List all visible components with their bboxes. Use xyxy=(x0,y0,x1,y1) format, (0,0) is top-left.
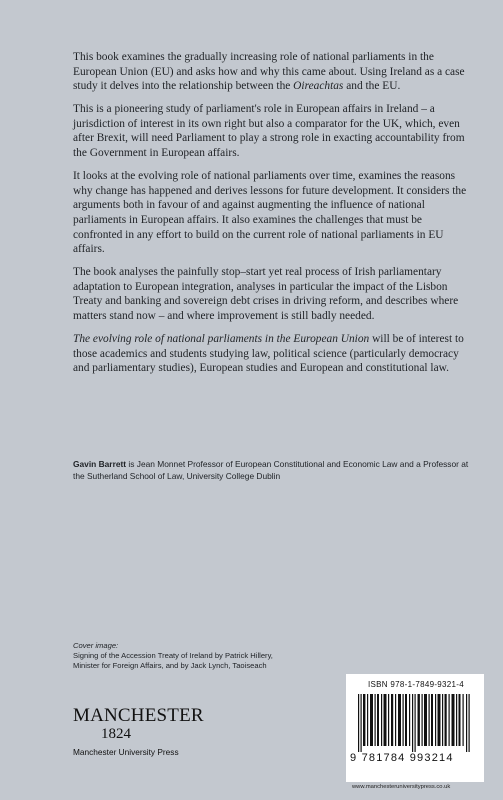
blurb-paragraph-5 xyxy=(73,332,473,376)
author-bio-text: is Jean Monnet Professor of European Constitutional and Economic Law and a Professor at the Sutherland School of Law, University College Dublin xyxy=(73,459,469,481)
author-bio xyxy=(73,458,473,482)
publisher-logo-year: 1824 xyxy=(101,726,131,742)
blurb-p1-end: and the EU. xyxy=(343,80,401,93)
blurb-text xyxy=(73,50,473,384)
cover-image-credit xyxy=(73,641,363,671)
book-title-italic: The evolving role of national parliaments in the European Union xyxy=(73,333,370,346)
barcode-icon xyxy=(358,694,472,752)
publisher-name: Manchester University Press xyxy=(73,747,179,757)
blurb-paragraph-1 xyxy=(73,50,473,94)
blurb-p5-text: will be of interest to those academics and students studying law, political science (particularly democracy and parliamentary studies), European studies and European and constitutional law. xyxy=(73,333,464,375)
blurb-paragraph-3: It looks at the evolving role of national parliaments over time, examines the reasons why change has happened and derives lessons for future development. It considers the arguments both in favour of and against augmenting the influence of national parliaments in European affairs. It also examines the challenges that must be confronted in any effort to build on the current role of national parliaments in EU affairs. xyxy=(73,170,467,256)
cover-credit-line-1: Signing of the Accession Treaty of Ireland by Patrick Hillery, xyxy=(73,651,273,660)
oireachtas-italic: Oireachtas xyxy=(293,80,344,93)
barcode-panel xyxy=(346,674,484,782)
blurb-paragraph-4: The book analyses the painfully stop–start yet real process of Irish parliamentary adaptation to European integration, analyses in particular the impact of the Lisbon Treaty and banking and sovereign debt crises in driving reform, and describes where matters stand now – and where improvement is still badly needed. xyxy=(73,266,459,322)
publisher-url: www.manchesteruniversitypress.co.uk xyxy=(352,784,451,790)
publisher-logo xyxy=(73,706,223,766)
blurb-p1-text: This book examines the gradually increasing role of national parliaments in the European Union (EU) and asks how and why this came about. Using Ireland as a case study it delves into the relationship between the xyxy=(73,51,465,93)
cover-image-label: Cover image: xyxy=(73,641,119,650)
publisher-logo-wordmark: MANCHESTER xyxy=(73,705,204,726)
barcode-digits: 9 781784 993214 xyxy=(350,752,454,764)
author-name: Gavin Barrett xyxy=(73,459,127,469)
blurb-paragraph-2: This is a pioneering study of parliament's role in European affairs in Ireland – a jurisdiction of interest in its own right but also a comparator for the UK, which, even after Brexit, will need Parliament to play a strong role in exacting accountability from the Government in European affairs. xyxy=(73,103,465,160)
isbn-label: ISBN 978-1-7849-9321-4 xyxy=(368,680,464,689)
cover-credit-line-2: Minister for Foreign Affairs, and by Jack Lynch, Taoiseach xyxy=(73,661,267,670)
